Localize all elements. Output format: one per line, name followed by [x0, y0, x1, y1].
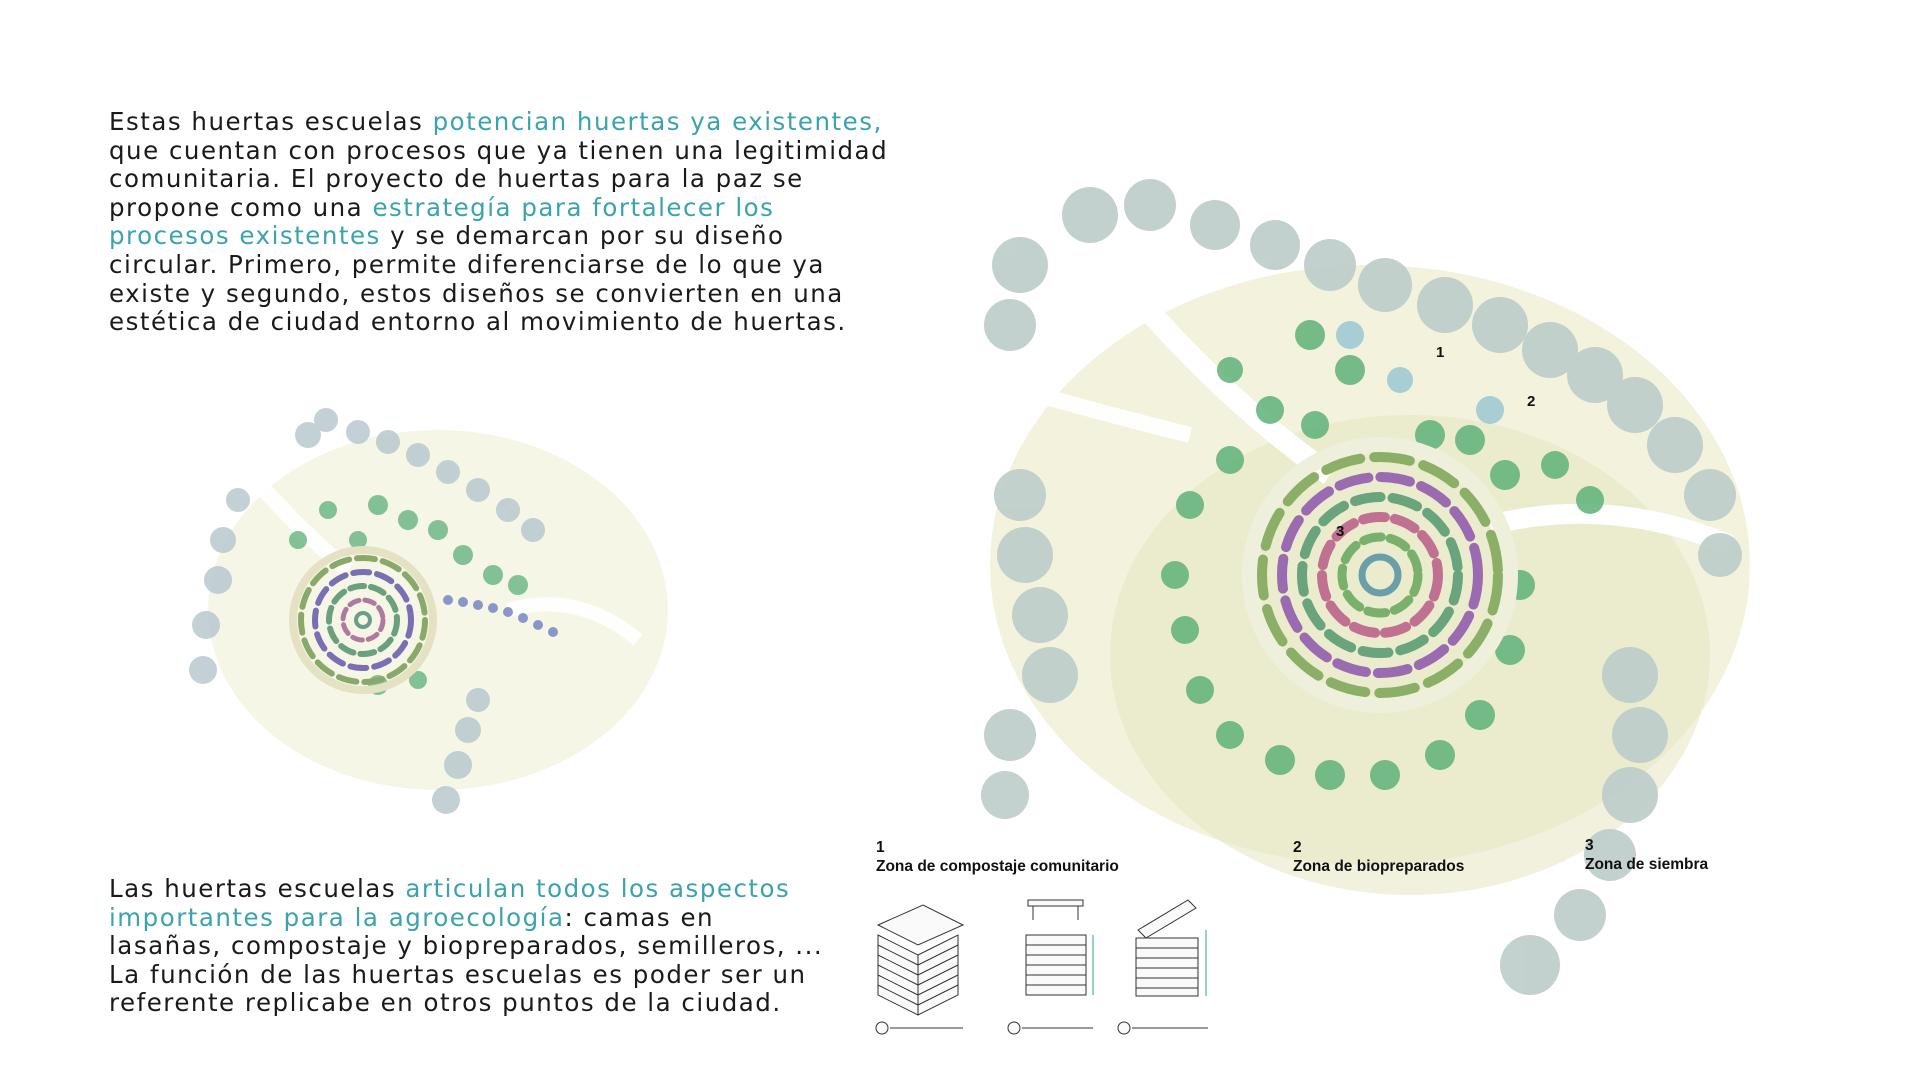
zone-number: 1 — [876, 839, 885, 856]
para1-line: existe y segundo, estos diseños se convierten en una — [109, 278, 844, 308]
zone-number: 2 — [1293, 839, 1302, 856]
para1-line: Estas huertas escuelas potencian huertas ya existentes, — [109, 107, 883, 136]
map-number-1: 1 — [1436, 344, 1445, 361]
small-garden-illustration — [178, 380, 718, 840]
compost-bin-isometric — [876, 905, 963, 1034]
agroecology-paragraph — [109, 875, 889, 1018]
zone-label-siembra — [1585, 836, 1708, 874]
para1-line: procesos existentes y se demarcan por su diseño — [109, 221, 785, 251]
para2-line: referente replicabe en otros puntos de la ciudad. — [109, 988, 782, 1018]
compost-bin-drawings — [868, 890, 1248, 1040]
zone-title: Zona de compostaje comunitario — [876, 858, 1119, 875]
para2-line: La función de las huertas escuelas es poder ser un — [109, 959, 807, 989]
para1-line: comunitaria. El proyecto de huertas para la paz se — [109, 164, 804, 194]
zone-number: 3 — [1585, 837, 1594, 854]
compost-bin-front — [1008, 900, 1093, 1034]
zone-label-compost — [876, 838, 1119, 876]
para2-line: importantes para la agroecología: camas en — [109, 902, 715, 932]
zone-title: Zona de siembra — [1585, 856, 1709, 873]
para1-line: propone como una estrategía para fortalecer los — [109, 192, 775, 222]
para1-line: que cuentan con procesos que ya tienen una legitimidad — [109, 135, 889, 165]
intro-paragraph — [109, 108, 889, 337]
para1-line: circular. Primero, permite diferenciarse de lo que ya — [109, 249, 825, 279]
compost-bin-open — [1118, 900, 1208, 1034]
map-number-3: 3 — [1336, 523, 1345, 540]
zone-title: Zona de biopreparados — [1293, 858, 1465, 875]
para1-line: estética de ciudad entorno al movimiento de huertas. — [109, 307, 847, 337]
para2-line: Las huertas escuelas articulan todos los aspectos — [109, 874, 791, 903]
para2-line: lasañas, compostaje y biopreparados, semilleros, ... — [109, 931, 824, 961]
map-number-2: 2 — [1527, 393, 1536, 410]
zone-label-biopreparados — [1293, 838, 1464, 876]
